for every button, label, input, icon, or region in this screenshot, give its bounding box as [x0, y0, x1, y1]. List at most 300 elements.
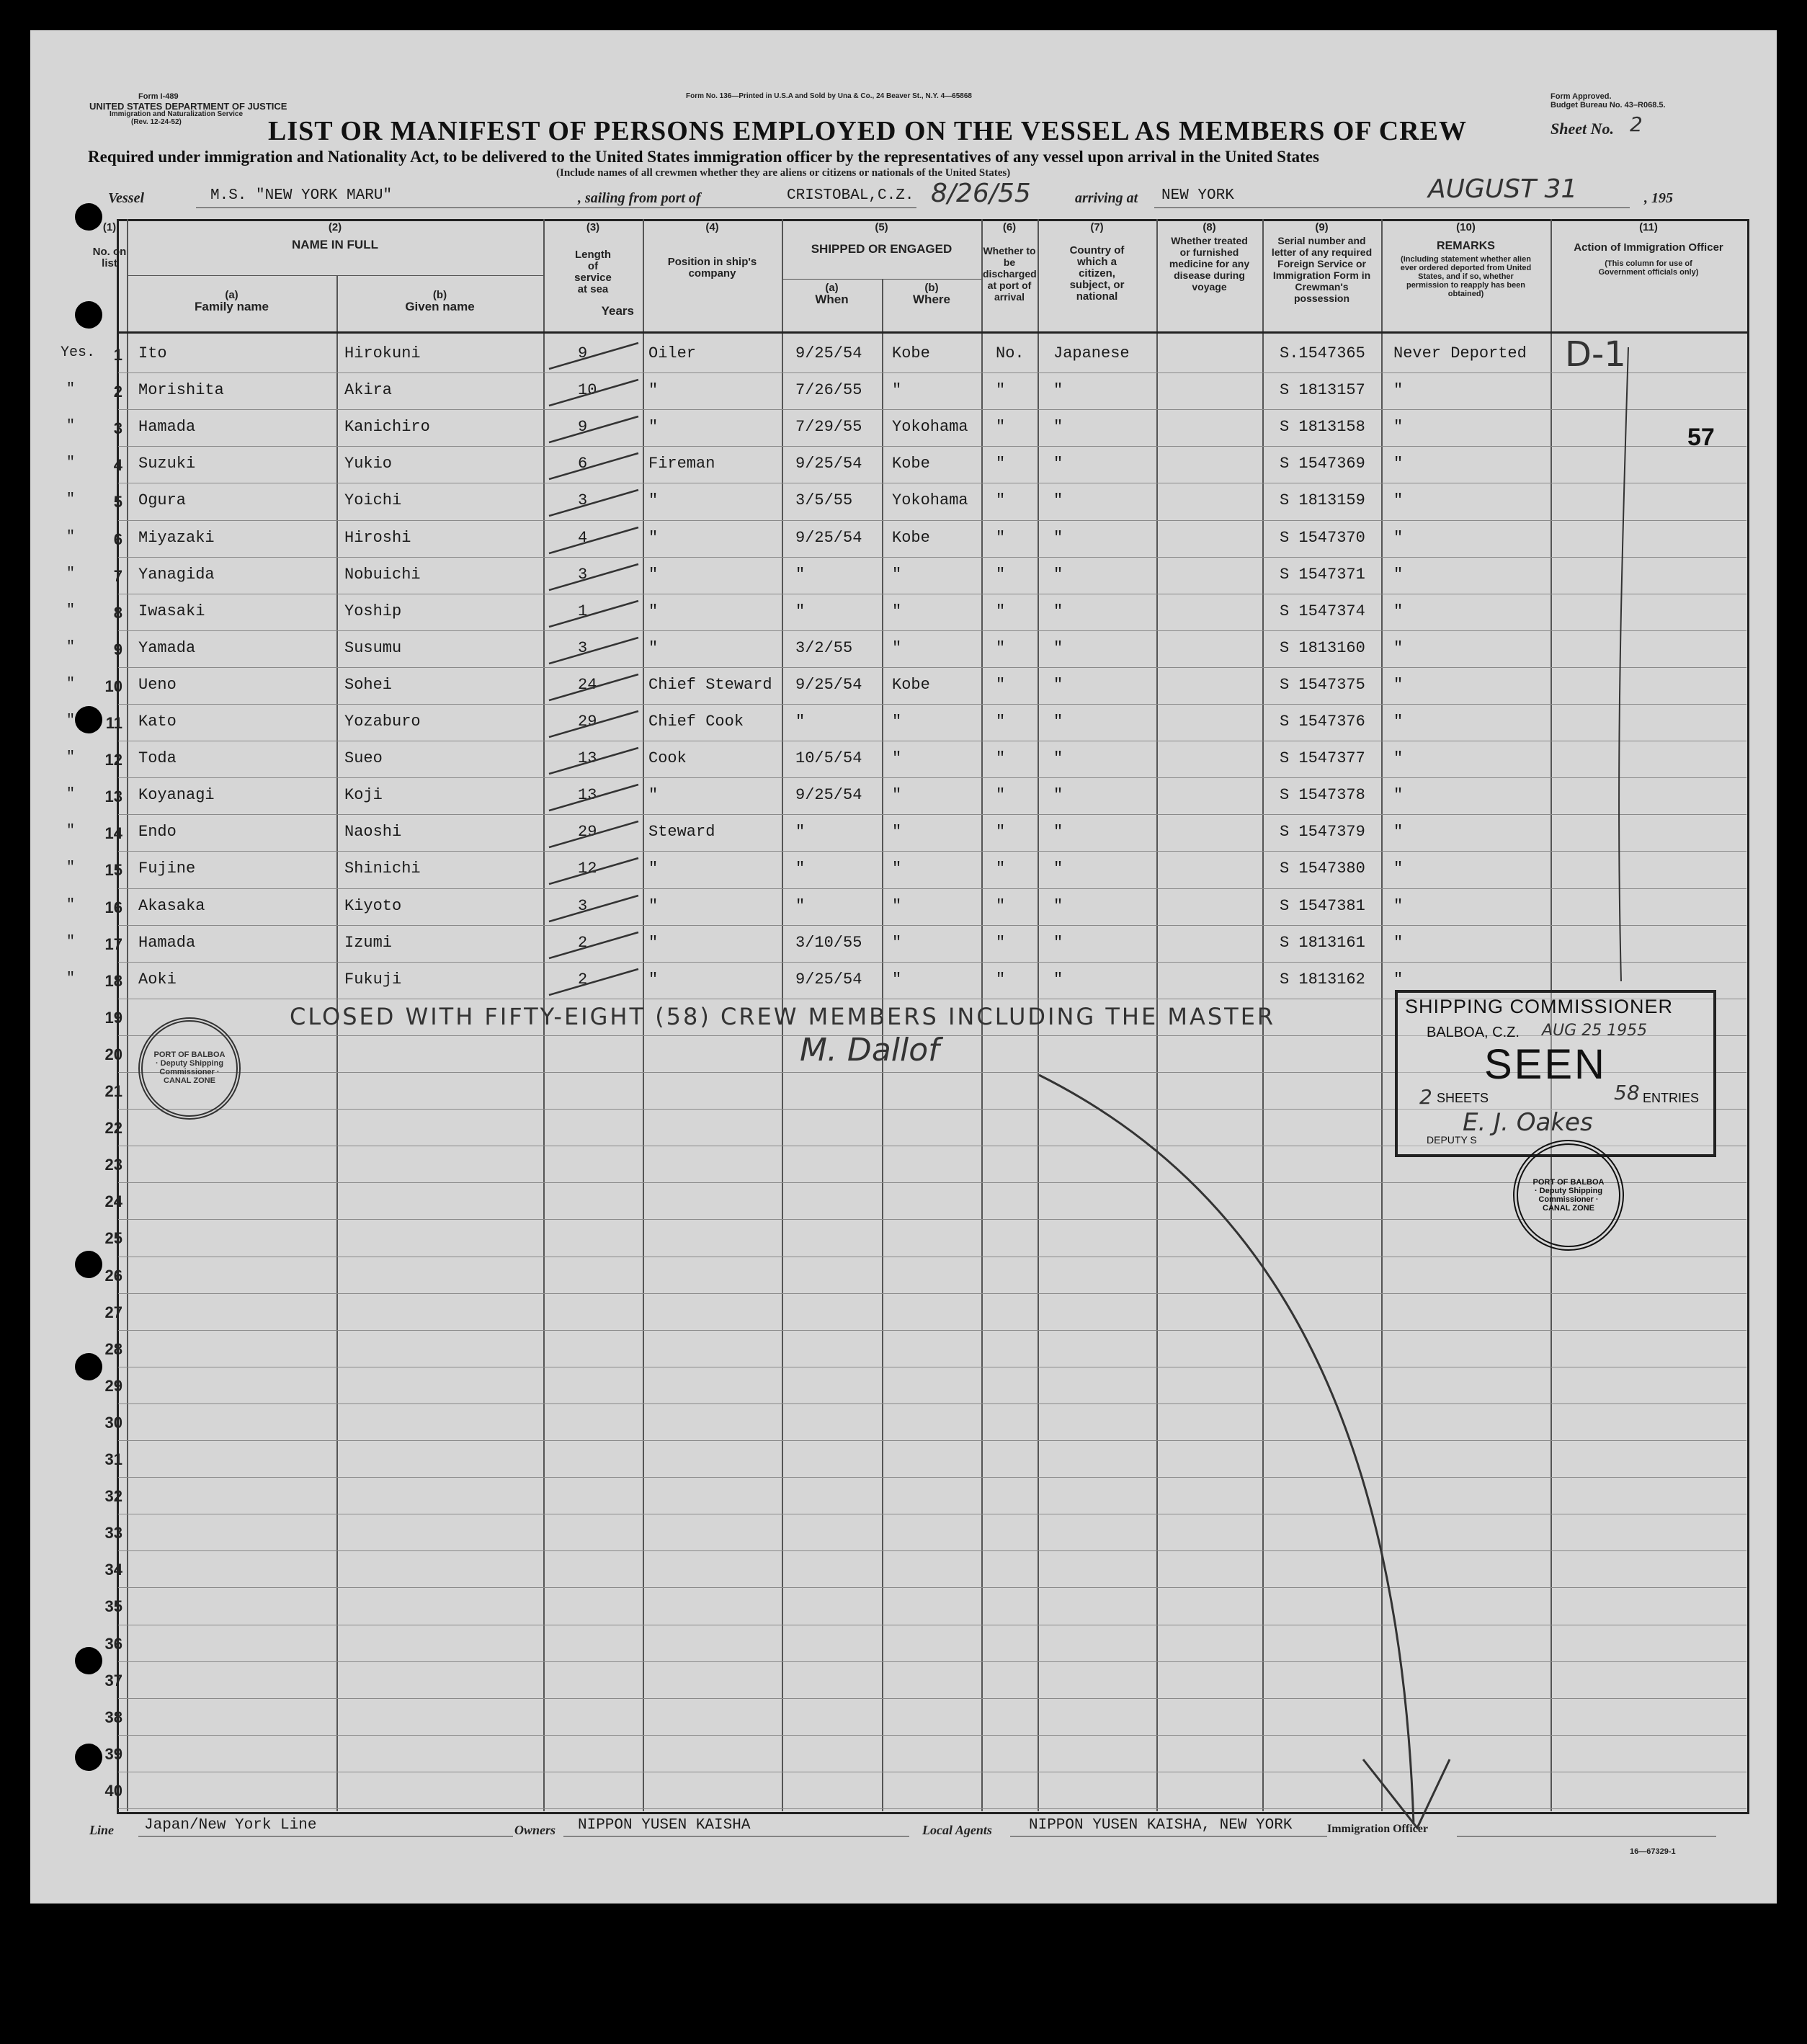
col1-num: (1): [102, 221, 117, 233]
row-number: 37: [104, 1672, 122, 1690]
col8-num: (8): [1203, 221, 1216, 233]
cell-position: ": [648, 934, 659, 952]
row-number: 38: [104, 1708, 122, 1726]
cell-position: ": [648, 381, 659, 399]
col7-num: (7): [1090, 221, 1104, 233]
cell-serial: S 1547370: [1280, 529, 1365, 547]
cell-when: ": [795, 860, 806, 878]
cell-given: Nobuichi: [344, 566, 421, 584]
cell-years: 4: [578, 529, 588, 547]
cell-remarks: ": [1393, 602, 1404, 620]
footer-underline-1: [138, 1836, 513, 1837]
cell-country: ": [1053, 713, 1063, 731]
cell-when: 3/10/55: [795, 934, 862, 952]
cell-country: ": [1053, 823, 1063, 841]
cell-serial: S 1813158: [1280, 418, 1365, 436]
row-number: 29: [104, 1377, 122, 1395]
sheet-number: 2: [1630, 112, 1643, 136]
cell-serial: S 1813159: [1280, 491, 1365, 509]
pencil-line-col11: [1619, 347, 1628, 981]
row-mark: ": [66, 381, 76, 398]
cell-family: Akasaka: [138, 897, 205, 915]
row-number: 21: [104, 1082, 122, 1100]
stamp-entries-count: 58: [1614, 1081, 1640, 1104]
cell-where: ": [892, 602, 902, 620]
cell-when: 7/26/55: [795, 381, 862, 399]
stamp-sheets-count: 2: [1419, 1085, 1432, 1109]
row-number: 8: [113, 604, 122, 622]
footer-underline-4: [1457, 1836, 1716, 1837]
cell-years: 13: [578, 786, 597, 804]
cell-given: Hirokuni: [344, 344, 421, 362]
cell-given: Sohei: [344, 676, 393, 694]
cell-position: ": [648, 491, 659, 509]
row-mark: Yes.: [61, 344, 96, 361]
stamp-seen: SEEN: [1484, 1041, 1607, 1088]
cell-years: 1: [578, 602, 588, 620]
cell-discharged: ": [996, 749, 1006, 767]
cell-years: 3: [578, 491, 588, 509]
cell-given: Yoichi: [344, 491, 402, 509]
cell-when: ": [795, 823, 806, 841]
cell-family: Suzuki: [138, 455, 196, 473]
cell-position: ": [648, 566, 659, 584]
cell-remarks: ": [1393, 823, 1404, 841]
cell-position: ": [648, 639, 659, 657]
cell-given: Akira: [344, 381, 393, 399]
cell-remarks: ": [1393, 381, 1404, 399]
cell-given: Koji: [344, 786, 383, 804]
row-number: 34: [104, 1561, 122, 1579]
cell-family: Iwasaki: [138, 602, 205, 620]
footer-owners-label: Owners: [514, 1823, 556, 1837]
cell-family: Kato: [138, 713, 177, 731]
cell-years: 29: [578, 713, 597, 731]
cell-country: ": [1053, 676, 1063, 694]
cell-family: Ito: [138, 344, 167, 362]
row-mark: ": [66, 676, 76, 692]
col6-label: Whether to be discharged at port of arrival: [983, 245, 1037, 303]
cell-when: ": [795, 602, 806, 620]
cell-years: 3: [578, 639, 588, 657]
cell-when: ": [795, 566, 806, 584]
row-mark: ": [66, 786, 76, 803]
cell-serial: S 1547380: [1280, 860, 1365, 878]
cell-serial: S 1547381: [1280, 897, 1365, 915]
col4-num: (4): [705, 221, 719, 233]
pencil-arrowhead: [1363, 1759, 1450, 1828]
cell-where: ": [892, 823, 902, 841]
cell-years: 2: [578, 934, 588, 952]
cell-country: ": [1053, 529, 1063, 547]
cell-when: 9/25/54: [795, 529, 862, 547]
row-number: 19: [104, 1009, 122, 1027]
master-signature: M. Dallof: [800, 1032, 940, 1068]
row-mark: ": [66, 491, 76, 508]
stamp-signature: E. J. Oakes: [1463, 1108, 1593, 1137]
row-number: 14: [104, 824, 122, 842]
cell-position: Oiler: [648, 344, 697, 362]
row-number: 1: [113, 346, 122, 364]
cell-position: ": [648, 602, 659, 620]
cell-years: 2: [578, 970, 588, 988]
cell-when: 9/25/54: [795, 455, 862, 473]
subnote: (Include names of all crewmen whether they are aliens or citizens or nationals of the United States): [556, 167, 1011, 179]
cell-country: ": [1053, 934, 1063, 952]
cell-remarks: ": [1393, 934, 1404, 952]
departure-date: 8/26/55: [931, 179, 1031, 208]
col2b-label: Given name: [405, 300, 475, 313]
stamp-sheets-label: SHEETS: [1437, 1091, 1489, 1105]
arriving-label: arriving at: [1075, 190, 1138, 206]
sailing-label: , sailing from port of: [578, 190, 701, 206]
side-count: 57: [1687, 424, 1715, 451]
row-number: 7: [113, 567, 122, 585]
cell-serial: S 1547375: [1280, 676, 1365, 694]
cell-remarks: ": [1393, 491, 1404, 509]
stamp-entries-label: ENTRIES: [1643, 1091, 1700, 1105]
col2b-num: (b): [432, 289, 447, 301]
cell-where: Kobe: [892, 455, 930, 473]
cell-serial: S 1547369: [1280, 455, 1365, 473]
row-number: 26: [104, 1267, 122, 1285]
cell-where: ": [892, 934, 902, 952]
cell-given: Naoshi: [344, 823, 402, 841]
cell-country: ": [1053, 639, 1063, 657]
cell-serial: S 1547377: [1280, 749, 1365, 767]
form-number: Form I-489: [138, 92, 179, 101]
col11-label: Action of Immigration Officer: [1574, 241, 1723, 254]
col5b-num: (b): [924, 282, 939, 294]
cell-given: Fukuji: [344, 970, 402, 988]
col1-label: No. on list: [92, 246, 127, 269]
officer-mark: D-1: [1565, 334, 1626, 375]
cell-given: Izumi: [344, 934, 393, 952]
cell-country: ": [1053, 602, 1063, 620]
department: UNITED STATES DEPARTMENT OF JUSTICE: [89, 101, 287, 112]
cell-serial: S 1547374: [1280, 602, 1365, 620]
footer-underline-2: [563, 1836, 909, 1837]
cell-years: 3: [578, 566, 588, 584]
cell-remarks: ": [1393, 566, 1404, 584]
cell-discharged: ": [996, 786, 1006, 804]
cell-given: Yukio: [344, 455, 393, 473]
row-mark: ": [66, 418, 76, 434]
cell-family: Hamada: [138, 418, 196, 436]
row-mark: ": [66, 860, 76, 876]
vessel-label: Vessel: [108, 190, 144, 206]
revision: (Rev. 12-24-52): [131, 118, 182, 126]
cell-position: Chief Cook: [648, 713, 744, 731]
cell-discharged: No.: [996, 344, 1025, 362]
cell-country: ": [1053, 418, 1063, 436]
cell-when: 7/29/55: [795, 418, 862, 436]
col9-label: Serial number and letter of any required Foreign Service or Immigration Form in Crewman's possession: [1271, 235, 1373, 304]
cell-discharged: ": [996, 455, 1006, 473]
year-label: , 195: [1644, 190, 1673, 206]
cell-given: Shinichi: [344, 860, 421, 878]
row-mark: ": [66, 529, 76, 545]
row-number: 27: [104, 1303, 122, 1321]
row-mark: ": [66, 934, 76, 950]
cell-country: ": [1053, 970, 1063, 988]
cell-country: ": [1053, 749, 1063, 767]
cell-where: ": [892, 970, 902, 988]
row-number: 24: [104, 1192, 122, 1210]
row-number: 17: [104, 935, 122, 953]
row-number: 36: [104, 1635, 122, 1653]
cell-remarks: ": [1393, 786, 1404, 804]
pencil-arrow: [1039, 1075, 1414, 1824]
cell-family: Morishita: [138, 381, 224, 399]
cell-serial: S 1813157: [1280, 381, 1365, 399]
cell-years: 9: [578, 418, 588, 436]
row-mark: ": [66, 897, 76, 914]
cell-when: 9/25/54: [795, 786, 862, 804]
form-approved: Form Approved.: [1551, 92, 1612, 101]
service: Immigration and Naturalization Service: [110, 110, 244, 118]
cell-remarks: ": [1393, 713, 1404, 731]
col9-num: (9): [1315, 221, 1329, 233]
cell-country: ": [1053, 455, 1063, 473]
footer-print-code: 16—67329-1: [1630, 1847, 1676, 1856]
cell-family: Endo: [138, 823, 177, 841]
row-number: 22: [104, 1119, 122, 1137]
cell-years: 29: [578, 823, 597, 841]
cell-when: 3/5/55: [795, 491, 853, 509]
cell-when: 9/25/54: [795, 676, 862, 694]
punch-hole: [75, 1647, 102, 1674]
col2a-label: Family name: [195, 300, 269, 313]
row-number: 39: [104, 1745, 122, 1763]
cell-discharged: ": [996, 823, 1006, 841]
cell-years: 24: [578, 676, 597, 694]
cell-discharged: ": [996, 381, 1006, 399]
row-number: 15: [104, 861, 122, 879]
cell-when: 10/5/54: [795, 749, 862, 767]
cell-position: ": [648, 786, 659, 804]
cell-position: ": [648, 860, 659, 878]
row-mark: ": [66, 970, 76, 987]
cell-given: Susumu: [344, 639, 402, 657]
cell-remarks: ": [1393, 897, 1404, 915]
cell-where: ": [892, 639, 902, 657]
cell-serial: S 1547371: [1280, 566, 1365, 584]
cell-serial: S 1547379: [1280, 823, 1365, 841]
cell-country: ": [1053, 860, 1063, 878]
stamp-deputy: DEPUTY S: [1427, 1134, 1477, 1146]
page-title: LIST OR MANIFEST OF PERSONS EMPLOYED ON THE VESSEL AS MEMBERS OF CREW: [268, 116, 1467, 146]
cell-when: 3/2/55: [795, 639, 853, 657]
footer-owners-value: NIPPON YUSEN KAISHA: [578, 1817, 751, 1834]
cell-remarks: ": [1393, 639, 1404, 657]
cell-discharged: ": [996, 860, 1006, 878]
cell-family: Toda: [138, 749, 177, 767]
cell-serial: S 1547376: [1280, 713, 1365, 731]
seal-text: PORT OF BALBOA · Deputy Shipping Commissioner · CANAL ZONE: [153, 1050, 226, 1085]
cell-discharged: ": [996, 602, 1006, 620]
footer-underline-3: [1010, 1836, 1327, 1837]
cell-remarks: ": [1393, 418, 1404, 436]
cell-discharged: ": [996, 639, 1006, 657]
cell-where: Kobe: [892, 676, 930, 694]
cell-family: Hamada: [138, 934, 196, 952]
footer-line-value: Japan/New York Line: [144, 1817, 317, 1834]
row-number: 4: [113, 456, 122, 474]
col8-label: Whether treated or furnished medicine for any disease during voyage: [1169, 235, 1250, 293]
cell-where: Kobe: [892, 344, 930, 362]
closing-note: CLOSED WITH FIFTY-EIGHT (58) CREW MEMBERS INCLUDING THE MASTER: [290, 1003, 1276, 1030]
cell-position: ": [648, 418, 659, 436]
cell-remarks: ": [1393, 529, 1404, 547]
row-number: 9: [113, 641, 122, 659]
row-number: 12: [104, 751, 122, 769]
cell-when: ": [795, 897, 806, 915]
cell-country: ": [1053, 566, 1063, 584]
cell-where: ": [892, 786, 902, 804]
cell-family: Fujine: [138, 860, 196, 878]
cell-serial: S 1547378: [1280, 786, 1365, 804]
budget-bureau: Budget Bureau No. 43–R068.5.: [1551, 101, 1666, 110]
row-number: 5: [113, 493, 122, 511]
cell-discharged: ": [996, 676, 1006, 694]
cell-discharged: ": [996, 970, 1006, 988]
cell-remarks: ": [1393, 860, 1404, 878]
punch-hole: [75, 1251, 102, 1278]
cell-family: Aoki: [138, 970, 177, 988]
cell-discharged: ": [996, 491, 1006, 509]
col11-note: (This column for use of Government officials only): [1598, 259, 1699, 277]
stamp-date: AUG 25 1955: [1542, 1022, 1648, 1040]
stamp-title: SHIPPING COMMISSIONER: [1405, 996, 1674, 1017]
cell-discharged: ": [996, 897, 1006, 915]
cell-country: ": [1053, 897, 1063, 915]
punch-hole: [75, 1744, 102, 1771]
cell-given: Yoship: [344, 602, 402, 620]
punch-hole: [75, 203, 102, 231]
col5-label: SHIPPED OR ENGAGED: [811, 242, 952, 256]
stamp-place: BALBOA, C.Z.: [1427, 1025, 1520, 1040]
col3-num: (3): [586, 221, 600, 233]
cell-serial: S 1813162: [1280, 970, 1365, 988]
cell-discharged: ": [996, 566, 1006, 584]
punch-hole: [75, 706, 102, 733]
col5-num: (5): [875, 221, 888, 233]
punch-hole: [75, 301, 102, 329]
cell-when: ": [795, 713, 806, 731]
sheet-label: Sheet No.: [1551, 120, 1614, 138]
cell-position: ": [648, 897, 659, 915]
row-number: 10: [104, 677, 122, 695]
manifest-sheet: [30, 30, 1777, 1904]
col3-label: Length of service at sea: [574, 249, 612, 295]
row-mark: ": [66, 602, 76, 619]
row-number: 35: [104, 1597, 122, 1615]
cell-position: Steward: [648, 823, 715, 841]
cell-position: Fireman: [648, 455, 715, 473]
cell-where: Kobe: [892, 529, 930, 547]
arrival-date: AUGUST 31: [1428, 174, 1578, 204]
row-number: 40: [104, 1782, 122, 1800]
cell-given: Sueo: [344, 749, 383, 767]
col6-num: (6): [1002, 221, 1017, 233]
cell-when: 9/25/54: [795, 344, 862, 362]
col2-num: (2): [328, 221, 342, 233]
footer-agents-label: Local Agents: [922, 1823, 992, 1837]
row-number: 11: [105, 714, 122, 732]
row-number: 30: [104, 1414, 122, 1432]
cell-given: Yozaburo: [344, 713, 421, 731]
col11-num: (11): [1639, 221, 1658, 233]
row-number: 3: [113, 419, 122, 437]
footer-agents-value: NIPPON YUSEN KAISHA, NEW YORK: [1029, 1817, 1293, 1834]
row-number: 2: [113, 383, 122, 401]
cell-discharged: ": [996, 713, 1006, 731]
cell-position: ": [648, 970, 659, 988]
col10-num: (10): [1456, 221, 1476, 233]
row-number: 33: [104, 1524, 122, 1542]
cell-serial: S 1813160: [1280, 639, 1365, 657]
row-mark: ": [66, 823, 76, 839]
row-number: 6: [113, 530, 122, 548]
cell-remarks: ": [1393, 676, 1404, 694]
row-mark: ": [66, 566, 76, 582]
row-number: 13: [104, 787, 122, 805]
cell-remarks: ": [1393, 455, 1404, 473]
cell-family: Yamada: [138, 639, 196, 657]
cell-given: Kiyoto: [344, 897, 402, 915]
col5b-label: Where: [913, 293, 950, 306]
col2-label: NAME IN FULL: [292, 238, 378, 251]
cell-position: Cook: [648, 749, 687, 767]
cell-country: Japanese: [1053, 344, 1130, 362]
row-number: 28: [104, 1340, 122, 1358]
col3-unit: Years: [601, 304, 634, 318]
cell-discharged: ": [996, 934, 1006, 952]
cell-family: Ueno: [138, 676, 177, 694]
cell-years: 6: [578, 455, 588, 473]
row-mark: ": [66, 455, 76, 471]
row-mark: ": [66, 749, 76, 766]
cell-discharged: ": [996, 418, 1006, 436]
cell-where: ": [892, 381, 902, 399]
row-number: 32: [104, 1487, 122, 1505]
departure-port: CRISTOBAL,C.Z.: [787, 187, 914, 204]
row-number: 31: [104, 1450, 122, 1468]
cell-years: 3: [578, 897, 588, 915]
cell-where: ": [892, 897, 902, 915]
col2a-num: (a): [225, 289, 238, 301]
col5a-num: (a): [825, 282, 839, 294]
col7-label: Country of which a citizen, subject, or national: [1069, 244, 1125, 303]
cell-years: 12: [578, 860, 597, 878]
row-mark: ": [66, 713, 76, 729]
cell-remarks: Never Deported: [1393, 344, 1527, 362]
row-number: 18: [104, 972, 122, 990]
cell-where: ": [892, 713, 902, 731]
cell-years: 9: [578, 344, 588, 362]
cell-serial: S.1547365: [1280, 344, 1365, 362]
footer-officer-label: Immigration Officer: [1327, 1823, 1428, 1835]
cell-position: Chief Steward: [648, 676, 772, 694]
cell-where: Yokohama: [892, 491, 968, 509]
subtitle: Required under immigration and Nationality Act, to be delivered to the United States immigration officer by the representatives of any vessel upon arrival in the United States: [88, 148, 1319, 166]
row-number: 16: [104, 898, 122, 916]
cell-years: 13: [578, 749, 597, 767]
cell-country: ": [1053, 381, 1063, 399]
cell-country: ": [1053, 491, 1063, 509]
cell-given: Hiroshi: [344, 529, 411, 547]
